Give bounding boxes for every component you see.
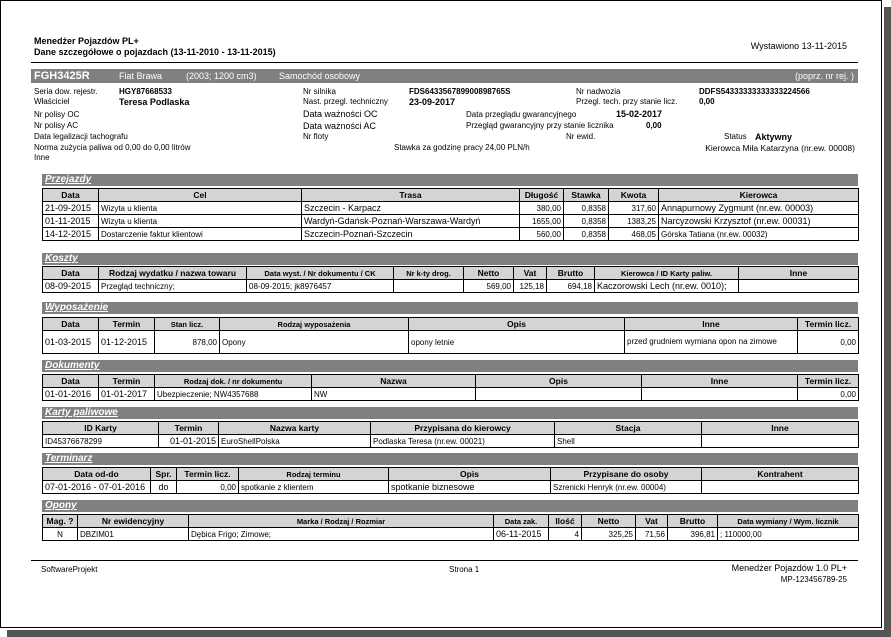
table-row [43,528,859,541]
table-cell: 0,00 [798,331,859,354]
col-header: Termin licz. [798,375,859,388]
table-row [43,481,859,494]
table-row [43,215,859,228]
col-header: Nazwa [312,375,476,388]
col-header: Data wymiany / Wym. licznik [718,515,859,528]
col-header: Inne [642,375,798,388]
table-cell: 06-11-2015 [494,528,549,541]
fuel-norm: Norma zużycia paliwa od 0,00 do 0,00 litrów [34,143,191,152]
table-cell: Górska Tatiana (nr.ew. 00032) [659,228,859,241]
col-header: Inne [625,318,798,331]
table-cell: NW [312,388,476,401]
ewid-label: Nr ewid. [566,132,596,141]
table-cell: 01-12-2015 [99,331,155,354]
table-header-row [43,318,859,331]
section-dokumenty-title: Dokumenty [42,360,858,372]
table-cell: 21-09-2015 [43,202,99,215]
opony-table [42,514,859,541]
col-header: Kwota [609,189,659,202]
table-cell: 694,18 [547,280,595,293]
table-cell: 0,00 [177,481,239,494]
col-header: Termin licz. [177,468,239,481]
status-value: Aktywny [755,132,793,142]
other-label: Inne [34,153,50,162]
table-row [43,388,859,401]
table-cell: Kaczorowski Lech (nr.ew. 0010); [595,280,739,293]
col-header: Nazwa karty [219,422,371,435]
table-header-row [43,189,859,202]
table-cell: 0,8358 [564,228,609,241]
table-cell: 0,00 [798,388,859,401]
footer-divider [31,560,858,561]
table-cell: Annapurnowy Zygmunt (nr.ew. 00003) [659,202,859,215]
app-title: Menedżer Pojazdów PL+ [34,36,139,46]
table-cell: 01-01-2017 [99,388,155,401]
section-opony-title: Opony [42,500,858,512]
table-cell: ; 110000,00 [718,528,859,541]
col-header: Termin licz. [798,318,859,331]
ac-label: Nr polisy AC [34,121,79,130]
engine-label: Nr silnika [303,87,336,96]
table-cell: Szczecin - Karpacz [302,202,520,215]
col-header: Netto [464,267,514,280]
table-cell: 468,05 [609,228,659,241]
seria-label: Seria dow. rejestr. [34,87,98,96]
owner-label: Właściciel [34,97,70,106]
table-cell: 0,8358 [564,215,609,228]
table-cell: 569,00 [464,280,514,293]
hourly-rate: Stawka za godzinę pracy 24,00 PLN/h [394,143,530,152]
table-header-row [43,375,859,388]
section-przejazdy-title: Przejazdy [42,174,858,186]
col-header: Brutto [668,515,718,528]
col-header: Przypisana do kierowcy [371,422,555,435]
karty-table [42,421,859,448]
table-cell: 380,00 [520,202,564,215]
table-cell: spotkanie biznesowe [389,481,551,494]
vehicle-model: Fiat Brawa [119,71,163,81]
table-cell [739,280,859,293]
table-cell: Opony [220,331,409,354]
body-value: DDFS54333333333333224566 [699,87,810,96]
col-header: Data [43,318,99,331]
header-divider [31,62,858,63]
table-cell: 878,00 [155,331,220,354]
koszty-table [42,266,859,293]
col-header: Data [43,267,99,280]
table-cell: 71,56 [636,528,668,541]
table-cell: 1383,25 [609,215,659,228]
footer-product: Menedżer Pojazdów 1.0 PL+ [731,563,847,573]
col-header: Data wyst. / Nr dokumentu / CK [247,267,394,280]
table-cell: EuroShellPolska [219,435,371,448]
col-header: Kontrahent [702,468,859,481]
owner-value: Teresa Podlaska [119,97,190,107]
col-header: Nr k-ty drog. [394,267,464,280]
table-cell: spotkanie z klientem [239,481,389,494]
vehicle-prev-plate: (poprz. nr rej. ) [794,71,854,81]
table-cell: ID45376678299 [43,435,159,448]
wyposazenie-table [42,317,859,354]
page-shadow-bottom [7,630,891,637]
table-header-row [43,267,859,280]
dokumenty-table [42,374,859,401]
col-header: Opis [476,375,642,388]
col-header: Brutto [547,267,595,280]
table-cell: Dębica Frigo; Zimowe; [189,528,494,541]
section-koszty-title: Koszty [42,253,858,265]
table-cell [702,435,859,448]
table-cell: 01-01-2016 [43,388,99,401]
table-cell: Wardyń-Gdańsk-Poznań-Warszawa-Wardyń [302,215,520,228]
col-header: Netto [582,515,636,528]
table-cell: do [151,481,177,494]
table-cell: przed grudniem wymiana opon na zimowe [625,331,798,354]
ac-valid-label: Data ważności AC [303,121,377,131]
issued-date: Wystawiono 13-11-2015 [750,41,847,51]
inspection-odo-value: 0,00 [699,97,715,106]
table-cell: 125,18 [514,280,547,293]
col-header: Długość [520,189,564,202]
table-cell: Ubezpieczenie; NW4357688 [155,388,312,401]
vehicle-plate: FGH3425R [34,70,90,82]
col-header: Data [43,375,99,388]
page-shadow-right [884,7,891,637]
warranty-odo-value: 0,00 [646,121,662,130]
oc-valid-label: Data ważności OC [303,109,378,119]
table-cell: 0,8358 [564,202,609,215]
col-header: Cel [99,189,302,202]
table-cell: 317,60 [609,202,659,215]
warranty-date-value: 15-02-2017 [616,109,663,119]
report-title: Dane szczegółowe o pojazdach (13-11-2010 - 13-11-2015) [34,47,276,57]
table-cell: opony letnie [409,331,625,354]
table-cell [394,280,464,293]
table-row [43,435,859,448]
table-row [43,202,859,215]
table-cell: Dostarczenie faktur klientowi [99,228,302,241]
col-header: ID Karty [43,422,159,435]
table-cell: 14-12-2015 [43,228,99,241]
table-cell: 560,00 [520,228,564,241]
footer-company: SoftwareProjekt [41,565,98,574]
table-cell: 4 [549,528,582,541]
terminarz-table [42,467,859,494]
status-label: Status [724,132,747,141]
col-header: Termin [99,318,155,331]
table-header-row [43,422,859,435]
table-header-row [43,468,859,481]
col-header: Nr ewidencyjny [78,515,189,528]
col-header: Opis [389,468,551,481]
body-label: Nr nadwozia [576,87,621,96]
fleet-label: Nr floty [303,132,329,141]
col-header: Rodzaj dok. / nr dokumentu [155,375,312,388]
col-header: Termin [159,422,219,435]
table-row [43,228,859,241]
assigned-driver: Kierowca Miła Katarzyna (nr.ew. 00008) [705,143,855,153]
table-cell: Wizyta u klienta [99,202,302,215]
col-header: Kierowca [659,189,859,202]
col-header: Kierowca / ID Karty paliw. [595,267,739,280]
table-cell: N [43,528,78,541]
table-cell: Wizyta u klienta [99,215,302,228]
table-cell: 01-11-2015 [43,215,99,228]
col-header: Rodzaj wydatku / nazwa towaru [99,267,247,280]
col-header: Stawka [564,189,609,202]
col-header: Mag. ? [43,515,78,528]
table-cell: Szrenicki Henryk (nr.ew. 00004) [551,481,702,494]
table-cell: Podlaska Teresa (nr.ew. 00021) [371,435,555,448]
table-cell: Narcyzowski Krzysztof (nr.ew. 00031) [659,215,859,228]
vehicle-spec: (2003; 1200 cm3) [186,71,257,81]
col-header: Vat [514,267,547,280]
warranty-date-label: Data przeglądu gwarancyjnego [466,110,577,119]
table-header-row [43,515,859,528]
table-cell: 01-03-2015 [43,331,99,354]
table-cell [642,388,798,401]
col-header: Stan licz. [155,318,220,331]
col-header: Inne [739,267,859,280]
section-terminarz-title: Terminarz [42,453,858,465]
col-header: Termin [99,375,155,388]
col-header: Stacja [555,422,702,435]
col-header: Inne [702,422,859,435]
table-cell: 07-01-2016 - 07-01-2016 [43,481,151,494]
przejazdy-table [42,188,859,241]
next-inspection-label: Nast. przegl. techniczny [303,97,388,106]
table-row [43,331,859,354]
col-header: Przypisane do osoby [551,468,702,481]
table-cell [702,481,859,494]
col-header: Spr. [151,468,177,481]
col-header: Rodzaj terminu [239,468,389,481]
col-header: Vat [636,515,668,528]
col-header: Data [43,189,99,202]
seria-value: HGY87668533 [119,87,172,96]
col-header: Opis [409,318,625,331]
footer-license: MP-123456789-25 [780,575,847,584]
table-cell: 08-09-2015; jk8976457 [247,280,394,293]
table-cell: 08-09-2015 [43,280,99,293]
section-wyposazenie-title: Wyposażenie [42,302,858,314]
col-header: Rodzaj wyposażenia [220,318,409,331]
col-header: Ilość [549,515,582,528]
vehicle-type: Samochód osobowy [279,71,361,81]
inspection-odo-label: Przegl. tech. przy stanie licz. [576,97,678,106]
table-cell: 325,25 [582,528,636,541]
tachograph-label: Data legalizacji tachografu [34,132,128,141]
table-row [43,280,859,293]
section-karty-title: Karty paliwowe [42,407,858,419]
table-cell: 1655,00 [520,215,564,228]
col-header: Data od-do [43,468,151,481]
table-cell [476,388,642,401]
table-cell: DBZIM01 [78,528,189,541]
col-header: Data zak. [494,515,549,528]
vehicle-bar [31,69,858,83]
table-cell: 01-01-2015 [159,435,219,448]
table-cell: Szczecin-Poznań-Szczecin [302,228,520,241]
col-header: Trasa [302,189,520,202]
table-cell: Przegląd techniczny; [99,280,247,293]
table-cell: Shell [555,435,702,448]
warranty-odo-label: Przegląd gwarancyjny przy stanie licznika [466,121,614,130]
engine-value: FDS643356789900898765S [409,87,511,96]
next-inspection-value: 23-09-2017 [409,97,456,107]
footer-page-number: Strona 1 [449,565,480,574]
table-cell: 396,81 [668,528,718,541]
col-header: Marka / Rodzaj / Rozmiar [189,515,494,528]
oc-label: Nr polisy OC [34,110,80,119]
